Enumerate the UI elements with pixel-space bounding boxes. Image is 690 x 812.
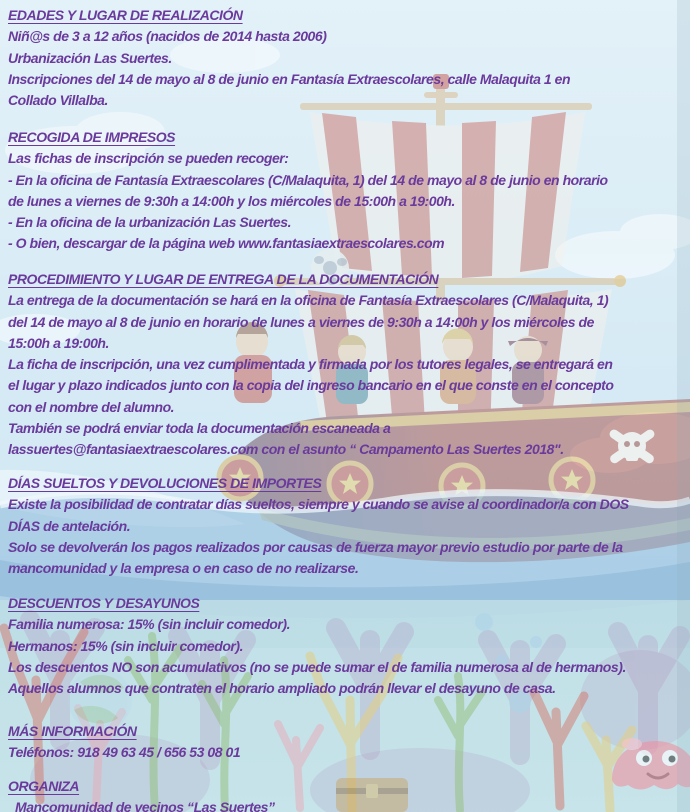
phone-numbers: Teléfonos: 918 49 63 45 / 656 53 08 01 [8, 744, 241, 761]
section-edades [8, 5, 690, 111]
text-line: Niñ@s de 3 a 12 años (nacidos de 2014 hasta 2006) [8, 28, 327, 45]
organizer-name: Mancomunidad de vecinos “Las Suertes” [15, 799, 275, 812]
section-title: MÁS INFORMACIÓN [8, 723, 137, 739]
text-line: - En la oficina de Fantasía Extraescolares (C/Malaquita, 1) del 14 de mayo al 8 de junio en horario [8, 171, 608, 188]
text-line: Urbanización Las Suertes. [8, 49, 172, 66]
text-line: Aquellos alumnos que contraten el horario ampliado podrán llevar el desayuno de casa. [8, 680, 556, 697]
text-line: del 14 de mayo al 8 de junio en horario de lunes a viernes de 9:30h a 14:00h y los miércoles de [8, 313, 594, 330]
text-line: Collado Villalba. [8, 92, 108, 109]
text-line: lassuertes@fantasiaextraescolares.com con el asunto “ Campamento Las Suertes 2018". [8, 441, 564, 458]
text-line: También se podrá enviar toda la documentación escaneada a [8, 420, 391, 437]
text-line: Hermanos: 15% (sin incluir comedor). [8, 637, 244, 654]
text-line: Los descuentos NO son acumulativos (no se puede sumar el de familia numerosa al de hermanos). [8, 658, 626, 675]
text-line: La ficha de inscripción, una vez cumplimentada y firmada por los tutores legales, se entregará en [8, 356, 613, 373]
text-line: - En la oficina de la urbanización Las Suertes. [8, 214, 292, 231]
text-line: Solo se devolverán los pagos realizados por causas de fuerza mayor previo estudio por parte de la [8, 538, 623, 555]
text-line: mancomunidad y la empresa o en caso de no realizarse. [8, 560, 359, 577]
text-line: con el nombre del alumno. [8, 398, 175, 415]
section-organiza [8, 776, 690, 812]
section-procedimiento [8, 269, 690, 461]
section-title: EDADES Y LUGAR DE REALIZACIÓN [8, 7, 243, 23]
text-line: Existe la posibilidad de contratar días sueltos, siempre y cuando se avise al coordinador/a con DOS [8, 496, 629, 513]
text-line: de lunes a viernes de 9:30h a 14:00h y los miércoles de 15:00h a 19:00h. [8, 192, 455, 209]
section-mas-informacion [8, 721, 690, 764]
text-line: DÍAS de antelación. [8, 517, 131, 534]
text-line: 15:00h a 19:00h. [8, 334, 109, 351]
text-line: el lugar y plazo indicados junto con la copia del ingreso bancario en el que conste en el concepto [8, 377, 614, 394]
section-title: DESCUENTOS Y DESAYUNOS [8, 595, 200, 611]
section-recogida [8, 127, 690, 255]
section-title: DÍAS SUELTOS Y DEVOLUCIONES DE IMPORTES [8, 475, 322, 491]
text-line: Familia numerosa: 15% (sin incluir comedor). [8, 616, 291, 633]
text-line: - O bien, descargar de la página web www.fantasiaextraescolares.com [8, 235, 445, 252]
text-line: Las fichas de inscripción se pueden recoger: [8, 150, 289, 167]
text-line: Inscripciones del 14 de mayo al 8 de junio en Fantasía Extraescolares, calle Malaquita 1 en [8, 70, 571, 87]
text-line: La entrega de la documentación se hará en la oficina de Fantasía Extraescolares (C/Malaquita, 1) [8, 292, 609, 309]
section-dias-sueltos [8, 473, 690, 579]
section-title: PROCEDIMIENTO Y LUGAR DE ENTREGA DE LA DOCUMENTACIÓN [8, 271, 439, 287]
section-descuentos [8, 593, 690, 699]
section-title: ORGANIZA [8, 778, 80, 794]
section-title: RECOGIDA DE IMPRESOS [8, 129, 176, 145]
